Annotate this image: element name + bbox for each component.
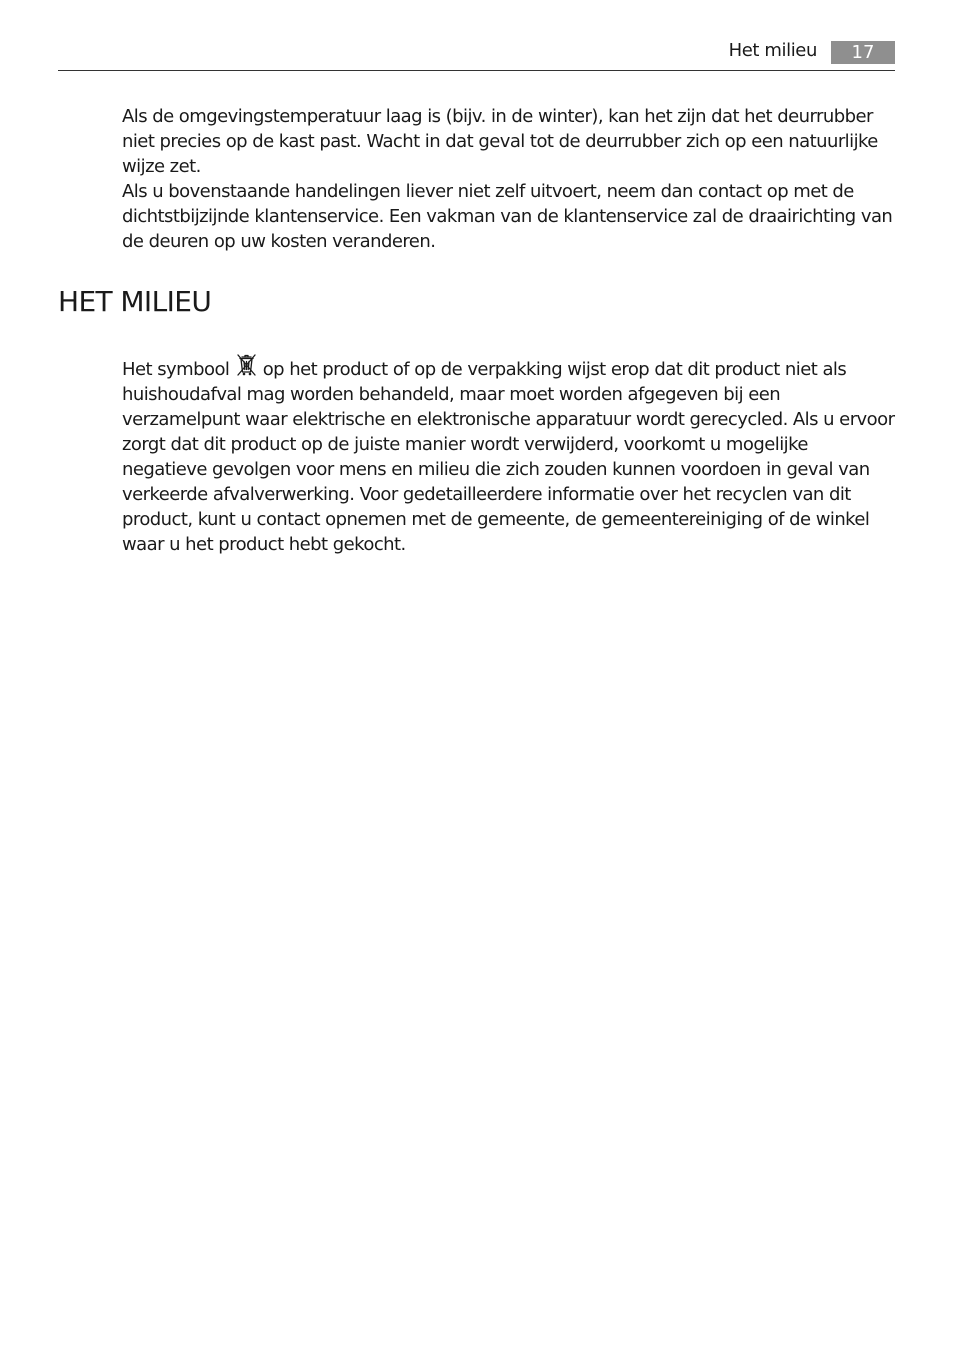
paragraph-recycling-body: op het product of op de verpakking wijst erop dat dit product niet als huishoudafval mag worden behandeld, maar moet worden afgegeven bij een verzamelpunt waar elektrische en elektronische apparatuur wordt gerecycled. Als u ervoor zorgt dat dit product op de juiste manier wordt verwijderd, voorkomt u mogelijke negatieve gevolgen voor mens en milieu die zich zouden kunnen voordoen in geval van verkeerde afvalverwerking. Voor gedetailleerdere informatie over het recyclen van dit product, kunt u contact opnemen met de gemeente, de gemeentereiniging of de winkel waar u het product hebt gekocht.: [122, 359, 895, 555]
page-number-badge: 17: [831, 41, 895, 64]
paragraph-recycling: [122, 353, 897, 557]
header-section-title: Het milieu: [728, 40, 817, 61]
crossed-out-wheelie-bin-icon: [235, 353, 258, 378]
header-divider: [58, 70, 895, 71]
paragraph-customer-service: Als u bovenstaande handelingen liever niet zelf uitvoert, neem dan contact op met de dichtstbijzijnde klantenservice. Een vakman van de klantenservice zal de draairichting van de deuren op uw kosten veranderen.: [122, 181, 893, 252]
paragraph-recycling-intro: Het symbool: [122, 359, 235, 380]
paragraph-door-seal: Als de omgevingstemperatuur laag is (bijv. in de winter), kan het zijn dat het deurrubber niet precies op de kast past. Wacht in dat geval tot de deurrubber zich op een natuurlijke wijze zet.: [122, 106, 878, 177]
section-heading-environment: HET MILIEU: [58, 285, 212, 318]
